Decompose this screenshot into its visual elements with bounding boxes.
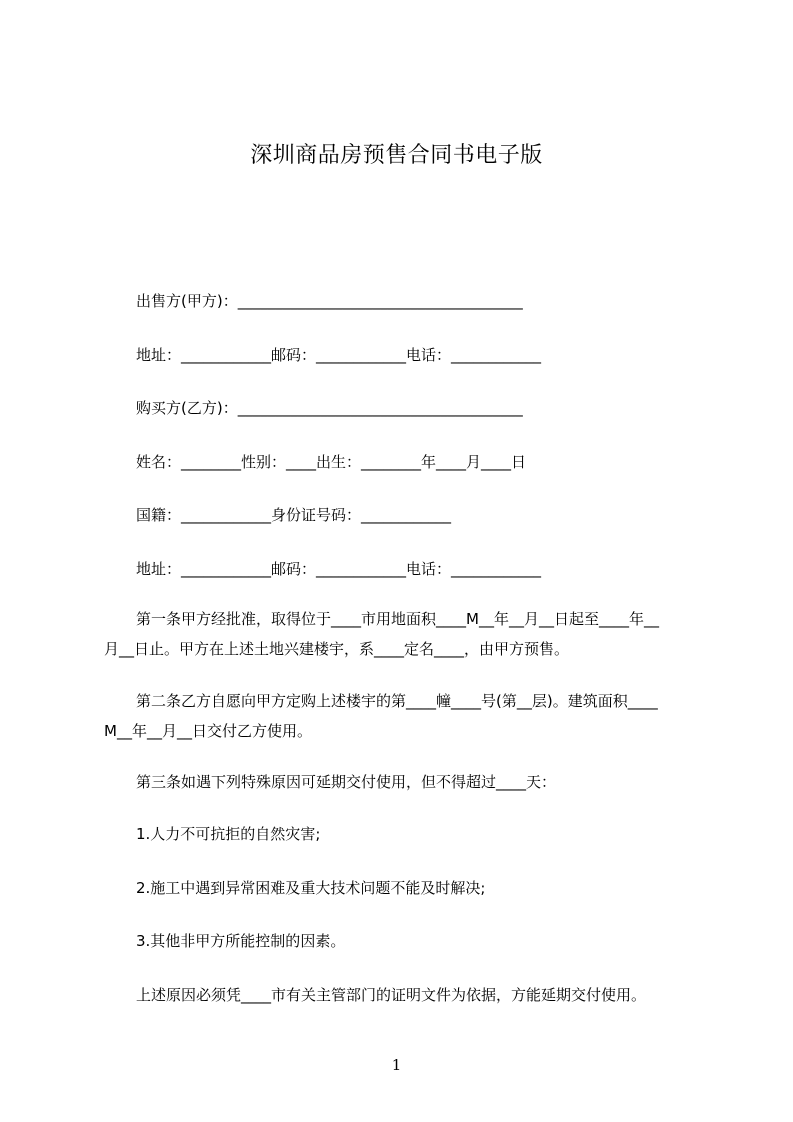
buyer-address-line: 地址：____________邮码：____________电话：____________ — [136, 560, 542, 578]
seller-address-line: 地址：____________邮码：____________电话：____________ — [136, 346, 542, 364]
page-number: 1 — [391, 1056, 402, 1074]
reason-1: 1.人力不可抗拒的自然灾害; — [136, 825, 321, 843]
article-2-line-1: 第二条乙方自愿向甲方定购上述楼宇的第____幢____号(第__层)。建筑面积____ — [136, 692, 658, 710]
buyer-line: 购买方(乙方)：______________________________________ — [136, 399, 523, 417]
article-2-line-2: M__年__月__日交付乙方使用。 — [104, 722, 312, 740]
buyer-personal-line: 姓名：________性别：____出生：________年____月____日 — [136, 453, 527, 471]
seller-line: 出售方(甲方)：______________________________________ — [136, 292, 523, 310]
article-2 — [104, 691, 704, 741]
reason-2: 2.施工中遇到异常困难及重大技术问题不能及时解决; — [136, 879, 486, 897]
buyer-nationality-line: 国籍：____________身份证号码：____________ — [136, 506, 452, 524]
closing-paragraph: 上述原因必须凭____市有关主管部门的证明文件为依据，方能延期交付使用。 — [136, 986, 647, 1004]
article-1-line-2: 月__日止。甲方在上述土地兴建楼宇，系____定名____，由甲方预售。 — [104, 640, 570, 658]
article-3: 第三条如遇下列特殊原因可延期交付使用，但不得超过____天： — [136, 773, 557, 791]
article-1 — [104, 609, 704, 659]
page-title: 深圳商品房预售合同书电子版 — [250, 143, 543, 168]
article-1-line-1: 第一条甲方经批准，取得位于____市用地面积____M__年__月__日起至____年__ — [136, 610, 659, 628]
reason-3: 3.其他非甲方所能控制的因素。 — [136, 932, 346, 950]
